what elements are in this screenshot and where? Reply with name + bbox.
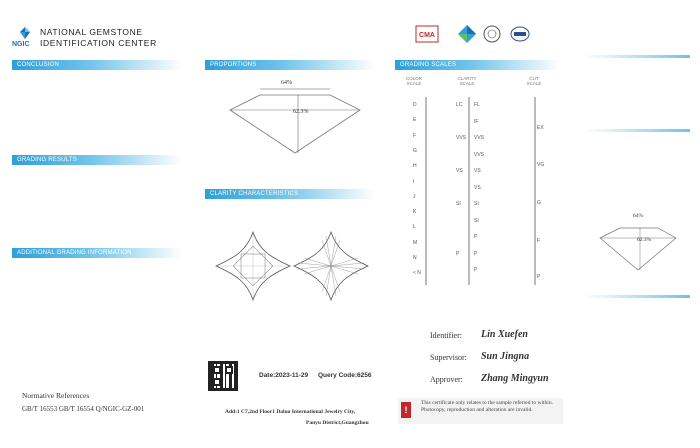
- address-line1: Add:1 C7,2nd Floor1 Daluo International Jewelry City,: [225, 409, 356, 415]
- color-tick: N: [413, 255, 417, 261]
- signature-label: Supervisor:: [430, 353, 467, 362]
- clarity-tick-right: P: [474, 250, 478, 257]
- cut-scale-title: CUT SCALE: [526, 76, 542, 86]
- additional-grading-bar: ADDITIONAL GRADING INFORMATION: [12, 248, 182, 258]
- color-tick: F: [413, 132, 417, 139]
- notice-text: This certificate only relates to the sample referred to within. Photocopy, reproduction and alteration are invalid.: [421, 400, 553, 413]
- clarity-scale-bar: [468, 97, 470, 285]
- clarity-tick-right: SI: [474, 217, 479, 224]
- clarity-tick-right: VVS: [474, 151, 485, 158]
- cma-stamp: [415, 25, 439, 43]
- accreditation-diamond-icon: [455, 24, 479, 42]
- accreditation-globe-icon: [509, 24, 533, 42]
- cut-tick: G: [537, 200, 541, 206]
- normative-title: Normative References: [22, 391, 90, 400]
- color-tick: M: [413, 239, 418, 246]
- svg-text:CMA: CMA: [419, 32, 435, 39]
- cut-scale-bar: [534, 97, 536, 285]
- signature-name: Lin Xuefen: [481, 329, 528, 340]
- warning-icon: !: [401, 402, 411, 418]
- signature-name: Sun Jingna: [481, 351, 530, 362]
- grading-scales-bar: GRADING SCALES: [395, 60, 560, 70]
- org-name-line2: IDENTIFICATION CENTER: [40, 38, 157, 48]
- normative-references: GB/T 16553 GB/T 16554 Q/NGIC-GZ-001: [22, 405, 145, 413]
- clarity-tick-right: VS: [474, 184, 481, 191]
- signature-label: Approver:: [430, 375, 463, 384]
- right-mid-bar: [585, 129, 690, 132]
- clarity-tick-left: LC: [456, 102, 463, 108]
- color-tick: L: [413, 224, 416, 231]
- cut-tick: EX: [537, 125, 544, 131]
- proportion-depth-pct: 62.3%: [293, 109, 309, 115]
- qr-code[interactable]: [208, 361, 238, 391]
- clarity-scale-title: CLARITY SCALE: [457, 76, 477, 86]
- color-tick: D: [413, 102, 417, 108]
- color-scale-bar: [425, 97, 427, 285]
- color-scale-title: COLOR SCALE: [405, 76, 422, 86]
- conclusion-section-bar: CONCLUSION: [12, 60, 182, 70]
- proportion-table-pct: 64%: [281, 80, 292, 86]
- clarity-tick-right: FL: [474, 102, 480, 108]
- clarity-tick-left: VVS: [456, 135, 467, 141]
- signature-label: Identifier:: [430, 331, 462, 340]
- clarity-tick-left: VS: [456, 168, 463, 174]
- issue-date: Date:2023-11-29: [259, 372, 309, 379]
- right-bottom-bar: [585, 295, 690, 298]
- right-top-bar: [585, 55, 690, 58]
- cut-tick: VG: [537, 162, 545, 168]
- ngic-logo-text: NGIC: [12, 41, 30, 48]
- clarity-tick-right: SI: [474, 201, 479, 207]
- summary-table-pct: 64%: [633, 213, 644, 219]
- clarity-plot-pavilion: [292, 230, 370, 302]
- summary-depth-pct: 62.3%: [637, 237, 652, 243]
- clarity-tick-right: VVS: [474, 135, 485, 141]
- cut-tick: P: [537, 274, 541, 280]
- address-line2: Panyu District,Guangzhou: [306, 420, 369, 426]
- clarity-tick-right: IF: [474, 118, 479, 125]
- clarity-plot-crown: [214, 230, 292, 302]
- clarity-tick-right: VS: [474, 168, 481, 174]
- clarity-tick-right: P: [474, 234, 478, 240]
- org-name-line1: NATIONAL GEMSTONE: [40, 27, 143, 37]
- proportions-bar: PROPORTIONS: [205, 60, 375, 70]
- accreditation-seal-icon: [482, 24, 506, 42]
- color-tick: K: [413, 209, 417, 216]
- clarity-tick-left: P: [456, 250, 460, 257]
- color-tick: E: [413, 117, 417, 124]
- signature-name: Zhang Mingyun: [481, 373, 549, 384]
- color-tick: J: [413, 193, 416, 200]
- color-tick: H: [413, 163, 417, 170]
- clarity-tick-right: P: [474, 267, 478, 273]
- cut-tick: F: [537, 238, 541, 244]
- color-tick: G: [413, 147, 417, 154]
- clarity-characteristics-bar: CLARITY CHARACTERISTICS: [205, 189, 375, 199]
- ngic-logo: [14, 26, 36, 40]
- proportion-diagram: [220, 75, 370, 155]
- query-code: Query Code:6256: [318, 372, 372, 379]
- color-tick: I: [413, 178, 415, 185]
- color-tick: < N: [413, 270, 421, 277]
- grading-results-bar: GRADING RESULTS: [12, 155, 182, 165]
- clarity-tick-left: SI: [456, 201, 461, 207]
- summary-proportion-diagram: [596, 216, 680, 272]
